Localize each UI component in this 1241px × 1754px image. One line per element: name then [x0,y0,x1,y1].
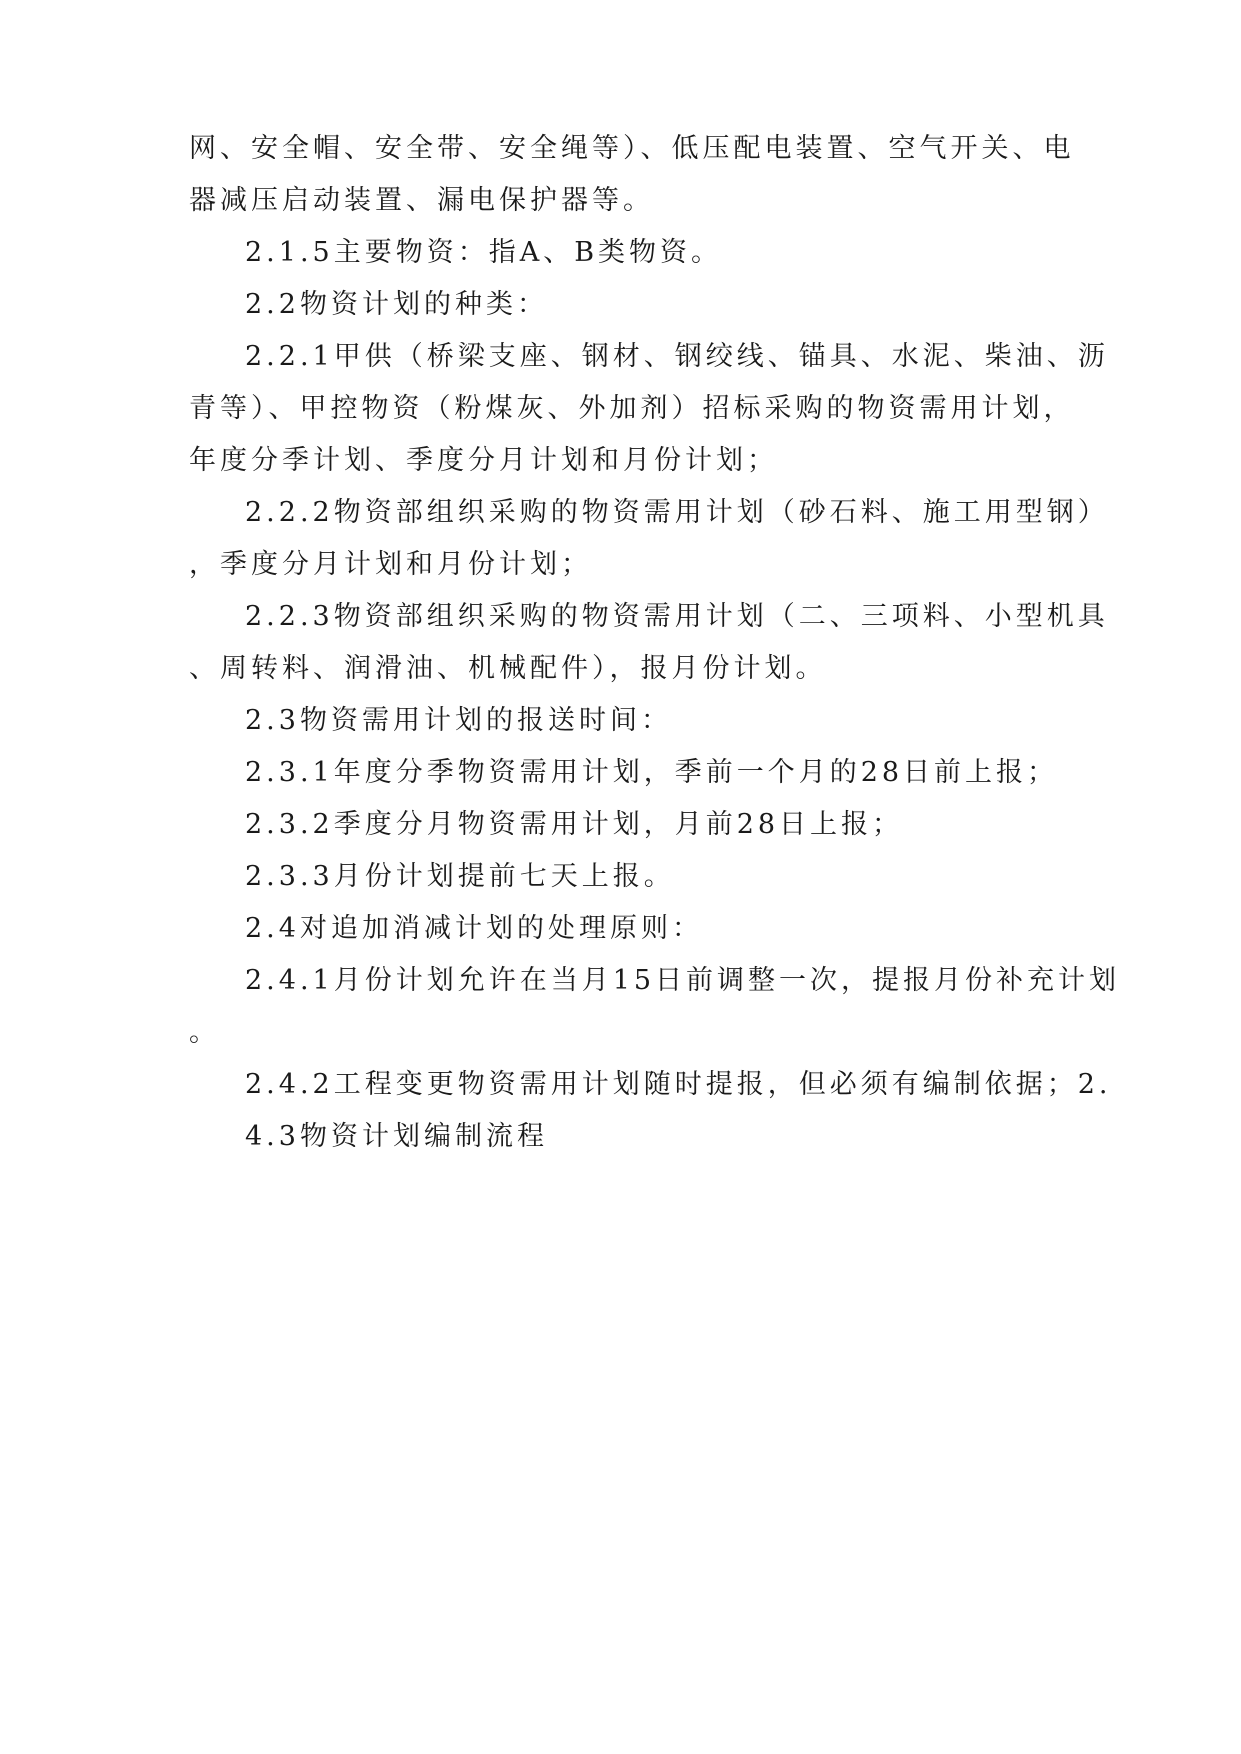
text-line: 2.3.3月份计划提前七天上报。 [245,861,675,892]
text-line: 2.2.2物资部组织采购的物资需用计划（砂石料、施工用型钢） [245,497,1109,528]
text-line: 网、安全帽、安全带、安全绳等）、低压配电装置、空气开关、电 [189,133,1075,164]
text-line: ，季度分月计划和月份计划； [189,549,592,580]
text-line: 器减压启动装置、漏电保护器等。 [189,185,654,216]
text-line: 2.2.3物资部组织采购的物资需用计划（二、三项料、小型机具 [245,601,1109,632]
text-line: 2.4.2工程变更物资需用计划随时提报，但必须有编制依据；2. [245,1069,1112,1100]
text-line: 、周转料、润滑油、机械配件），报月份计划。 [189,653,827,684]
text-line: 4.3物资计划编制流程 [245,1121,548,1152]
text-line: 年度分季计划、季度分月计划和月份计划； [189,445,778,476]
text-line: 2.3.1年度分季物资需用计划，季前一个月的28日前上报； [245,757,1059,788]
section-heading: 2.3物资需用计划的报送时间： [245,705,672,736]
text-line: 2.3.2季度分月物资需用计划，月前28日上报； [245,809,904,840]
text-line: 2.4.1月份计划允许在当月15日前调整一次，提报月份补充计划 [245,965,1121,996]
text-line: 2.1.5主要物资：指A、B类物资。 [245,237,723,268]
section-heading: 2.2物资计划的种类： [245,289,548,320]
text-line: 青等）、甲控物资（粉煤灰、外加剂）招标采购的物资需用计划， [189,393,1075,424]
text-line: 。 [189,1017,220,1048]
section-heading: 2.4对追加消减计划的处理原则： [245,913,703,944]
text-line: 2.2.1甲供（桥梁支座、钢材、钢绞线、锚具、水泥、柴油、沥 [245,341,1109,372]
